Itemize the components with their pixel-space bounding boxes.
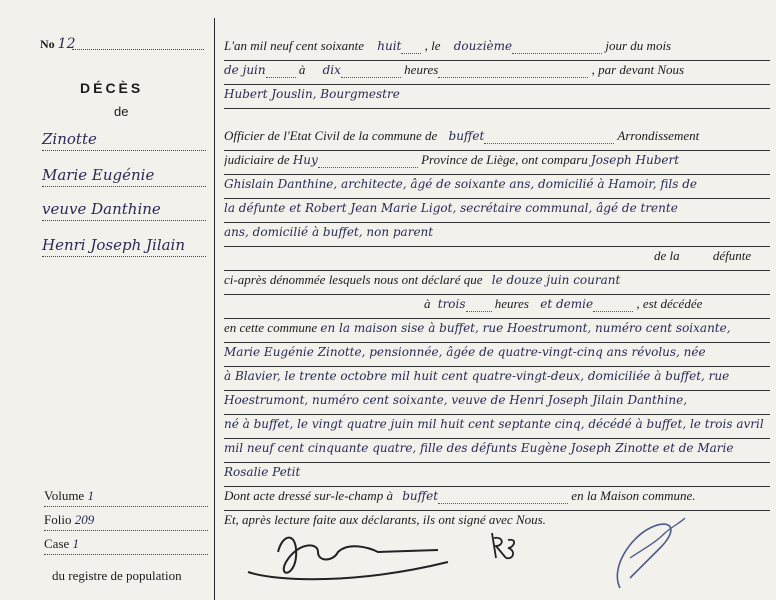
hand-comparant: Joseph Hubert [591,153,680,167]
signature-declarant-1 [238,522,468,592]
case-label: Case [44,536,70,551]
act-number-value: 12 [57,36,76,52]
text-ci-apres: ci-après dénommée [224,272,326,287]
deceased-surname: Zinotte [42,130,206,151]
title-de: de [114,104,129,119]
case-value: 1 [72,536,80,551]
text-arrondissement: Arrondissement [617,128,700,143]
act-line-9 [224,248,770,271]
document-title: DÉCÈS [80,80,144,96]
hand-et-demie: et demie [540,297,594,311]
text-lesquels: lesquels nous ont déclaré que [328,272,483,287]
signature-declarant-2 [484,528,524,568]
deceased-widow-of: veuve Danthine [42,200,206,221]
act-line-10 [224,272,770,295]
hand-death-date: le douze juin courant [491,273,621,287]
act-line-5 [224,152,770,175]
act-number-dots [72,49,204,50]
hand-year: huit [377,39,402,53]
text-dont-acte: Dont acte dressé sur-le-champ à [224,488,393,503]
act-line-12 [224,320,770,343]
act-line-6 [224,176,770,199]
act-line-1 [224,38,770,61]
act-line-13 [224,344,770,367]
volume-label: Volume [44,488,85,503]
text-judiciaire: judiciaire de [224,152,290,167]
deceased-firstnames: Marie Eugénie [42,166,206,187]
act-line-20: Et, après lecture faite aux déclarants, ils ont signé avec Nous. [224,512,546,527]
text-defunte: défunte [712,248,752,263]
text-est-decedee: , est décédée [636,296,703,311]
hand-deceased-5: mil neuf cent cinquante quatre, fille des défunts Eugène Joseph Zinotte et de Marie [224,441,734,455]
text-heures: heures [404,62,439,77]
text-par-devant: , par devant Nous [591,62,685,77]
registre-label: du registre de population [52,568,182,583]
text-a: à [298,62,306,77]
folio-line [44,512,208,531]
hand-month: de juin [224,63,266,77]
hand-deceased-2: à Blavier, le trente octobre mil huit cent quatre-vingt-deux, domiciliée à buffet, rue [224,369,730,383]
hand-deceased-4: né à buffet, le vingt quatre juin mil huit cent septante cinq, décédé à buffet, le trois avril [224,417,764,431]
text-en-cette-commune: en cette commune [224,320,318,335]
hand-deceased-6: Rosalie Petit [224,465,301,479]
hand-declarant-3: ans, domicilié à buffet, non parent [224,225,434,239]
act-number-label: No [40,37,55,51]
folio-label: Folio [44,512,72,527]
act-number [40,36,76,52]
act-line-16 [224,416,770,439]
hand-deceased-1: Marie Eugénie Zinotte, pensionnée, âgée de quatre-vingt-cinq ans révolus, née [224,345,706,359]
text-officier: Officier de l'Etat Civil de la commune de [224,128,438,143]
act-line-14 [224,368,770,391]
act-line-2 [224,62,770,85]
act-line-15 [224,392,770,415]
hand-declarant-1: Ghislain Danthine, architecte, âgé de soixante ans, domicilié à Hamoir, fils de [224,177,697,191]
hand-deceased-3: Hoestrumont, numéro cent soixante, veuve de Henri Joseph Jilain Danthine, [224,393,688,407]
hand-arrondissement: Huy [292,153,318,167]
hand-declarant-2: la défunte et Robert Jean Marie Ligot, secrétaire communal, âgé de trente [224,201,678,215]
hand-acte-place: buffet [402,489,439,503]
text-year-intro: L'an mil neuf cent soixante [224,38,364,53]
folio-value: 209 [74,512,95,527]
act-body [214,0,776,600]
hand-address: en la maison sise à buffet, rue Hoestrumont, numéro cent soixante, [320,321,731,335]
text-maison-commune: en la Maison commune. [571,488,696,503]
act-line-8 [224,224,770,247]
act-line-3 [224,86,770,109]
act-line-18 [224,464,770,487]
left-margin-column [0,0,214,600]
text-de-la: de la [654,248,680,263]
signature-officer [600,508,700,598]
act-line-4 [224,128,770,151]
hand-commune: buffet [448,129,485,143]
hand-officer-name: Hubert Jouslin, Bourgmestre [224,87,400,101]
act-line-17 [224,440,770,463]
spouse-name: Henri Joseph Jilain [42,236,206,257]
hand-day: douzième [453,39,513,53]
volume-line [44,488,208,507]
volume-value: 1 [87,488,94,503]
case-line [44,536,208,555]
hand-death-hour: trois [437,297,466,311]
act-line-7 [224,200,770,223]
text-heures2: heures [494,296,529,311]
text-le: , le [424,38,441,53]
text-a2: à [424,296,431,311]
text-jour-du-mois: jour du mois [605,38,672,53]
hand-hour: dix [322,63,341,77]
act-line-11 [224,296,770,319]
text-province: Province de Liège, ont comparu [421,152,588,167]
